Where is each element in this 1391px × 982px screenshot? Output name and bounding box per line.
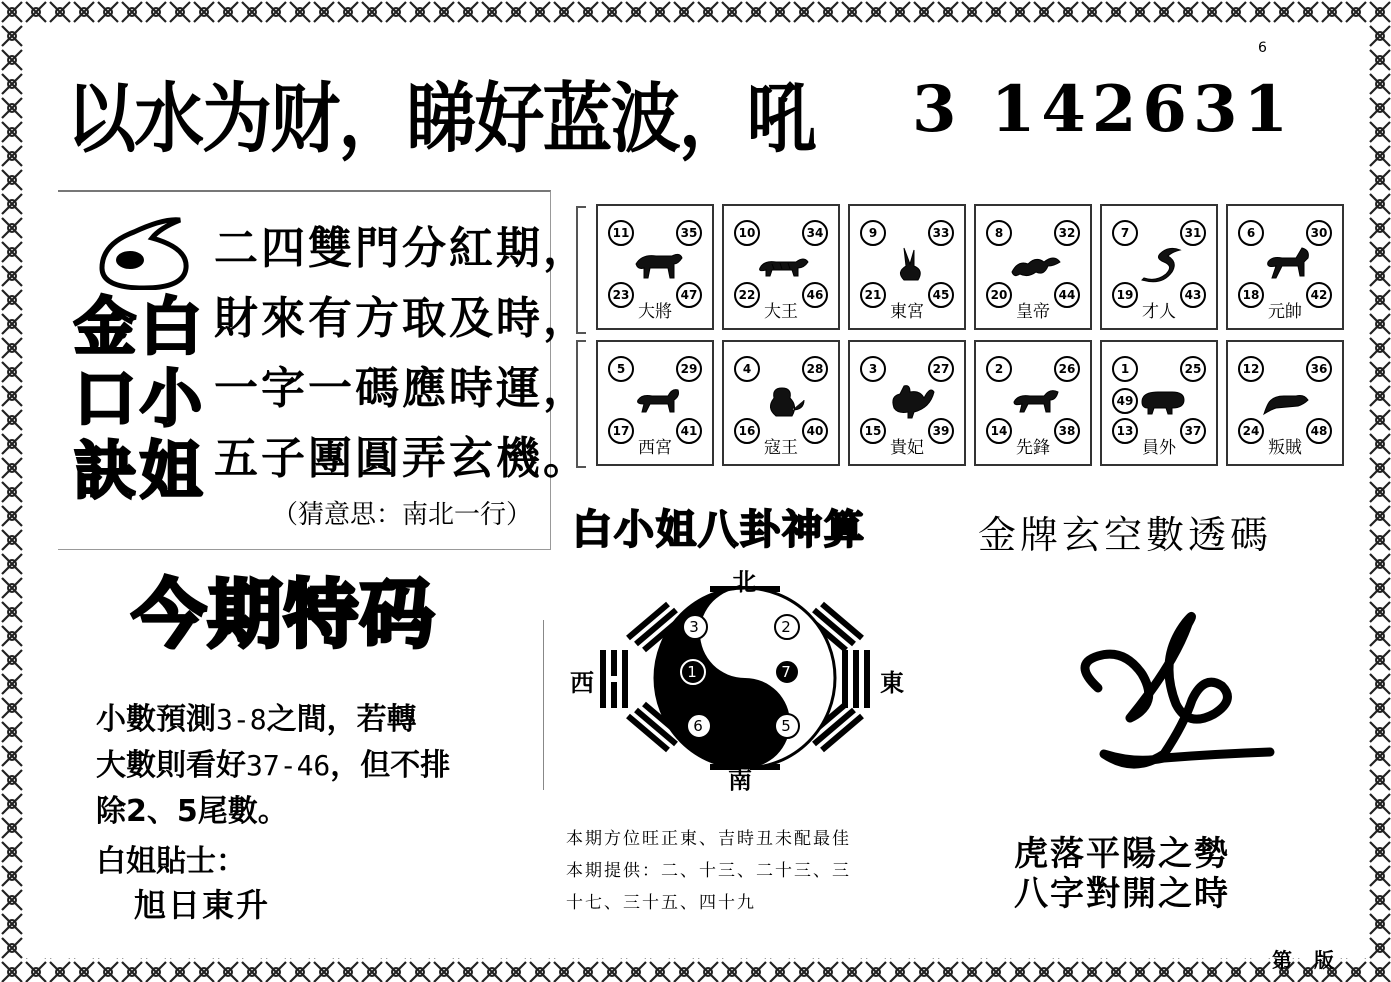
top-number: 3 142631 (912, 72, 1294, 147)
zodiac-number: 15 (860, 418, 886, 444)
zodiac-number: 1 (1112, 356, 1138, 382)
zodiac-cell (596, 204, 714, 330)
zodiac-number: 13 (1112, 418, 1138, 444)
guess-hint: （猜意思：南北一行） (272, 500, 533, 530)
zodiac-label: 東宮 (890, 302, 924, 322)
page-label: 版 (1314, 948, 1334, 972)
zodiac-label: 皇帝 (1016, 302, 1050, 322)
zodiac-number: 27 (928, 356, 954, 382)
zodiac-number: 14 (986, 418, 1012, 444)
brand-char: 白 (140, 290, 203, 363)
prediction-line (96, 694, 417, 738)
money-bag-icon (94, 214, 194, 290)
zodiac-number: 31 (1180, 220, 1206, 246)
zodiac-cell (1100, 340, 1218, 466)
monkey-icon (758, 378, 810, 422)
zodiac-number: 22 (734, 282, 760, 308)
zodiac-cell (1100, 204, 1218, 330)
prediction-text: 大數則看好 (96, 748, 246, 783)
zodiac-number: 17 (608, 418, 634, 444)
direction-north: 北 (732, 568, 756, 596)
zodiac-number: 23 (608, 282, 634, 308)
goat-icon (632, 378, 684, 422)
brand-char: 小 (140, 362, 203, 435)
zodiac-number: 28 (802, 356, 828, 382)
tip-title: 白姐貼士： (96, 844, 246, 879)
zodiac-number: 6 (1238, 220, 1264, 246)
bagua-num: 5 (781, 717, 791, 735)
zodiac-number: 33 (928, 220, 954, 246)
zodiac-number: 47 (676, 282, 702, 308)
prediction-number: 37-46 (246, 749, 331, 782)
page-label: 第 (1272, 948, 1292, 972)
zodiac-cell (974, 204, 1092, 330)
grid-bracket (576, 206, 586, 334)
zodiac-number: 48 (1306, 418, 1332, 444)
zodiac-label: 大將 (638, 302, 672, 322)
bagua-num: 7 (781, 663, 791, 681)
zodiac-label: 大王 (764, 302, 798, 322)
zodiac-number: 5 (608, 356, 634, 382)
rooster-icon (884, 378, 936, 422)
zodiac-number: 37 (1180, 418, 1206, 444)
zodiac-number: 26 (1054, 356, 1080, 382)
verse-line: 八字對開之時 (1014, 874, 1230, 914)
zodiac-number: 8 (986, 220, 1012, 246)
brand-char: 姐 (140, 434, 203, 507)
zodiac-cell (974, 340, 1092, 466)
tip-text: 旭日東升 (134, 886, 271, 924)
prediction-text: 小數預測 (96, 702, 216, 737)
brand-block (74, 290, 214, 507)
prediction-line: 除2、5尾數。 (96, 794, 288, 829)
poem-line: 二四雙門分紅期， (214, 223, 590, 274)
zodiac-number: 38 (1054, 418, 1080, 444)
divider (543, 620, 544, 790)
zodiac-cell (848, 204, 966, 330)
special-title: 今期特码 (132, 572, 436, 658)
zodiac-cell (722, 340, 840, 466)
zodiac-label: 元帥 (1268, 302, 1302, 322)
bagua-num: 3 (689, 618, 699, 636)
calligraphy-glyph (1064, 604, 1276, 782)
zodiac-label: 寇王 (764, 438, 798, 458)
snake-icon (1136, 242, 1188, 286)
zodiac-number: 11 (608, 220, 634, 246)
zodiac-number: 2 (986, 356, 1012, 382)
zodiac-number: 3 (860, 356, 886, 382)
rat-icon (1262, 378, 1314, 422)
zodiac-number: 19 (1112, 282, 1138, 308)
zodiac-number: 49 (1112, 388, 1138, 414)
zodiac-number: 24 (1238, 418, 1264, 444)
zodiac-number: 20 (986, 282, 1012, 308)
zodiac-number: 41 (676, 418, 702, 444)
bagua-diagram (570, 566, 920, 791)
headline: 以水为财，睇好蓝波，吼 (66, 74, 815, 163)
grid-bracket (576, 340, 586, 468)
zodiac-cell (848, 340, 966, 466)
brand-char: 金 (74, 290, 137, 363)
zodiac-number: 30 (1306, 220, 1332, 246)
zodiac-label: 貴妃 (890, 438, 924, 458)
zodiac-number: 12 (1238, 356, 1264, 382)
zodiac-number: 32 (1054, 220, 1080, 246)
brand-char: 口 (74, 362, 137, 435)
zodiac-number: 45 (928, 282, 954, 308)
prediction-text: ，但不排 (330, 748, 451, 783)
zodiac-number: 36 (1306, 356, 1332, 382)
page-number (1272, 944, 1334, 973)
bagua-note: 十七、三十五、四十九 (566, 893, 756, 913)
zodiac-cell (596, 340, 714, 466)
zodiac-number: 44 (1054, 282, 1080, 308)
direction-west: 西 (570, 669, 594, 697)
direction-east: 東 (880, 669, 904, 697)
prediction-text: 之間，若轉 (266, 702, 417, 737)
zodiac-number: 9 (860, 220, 886, 246)
prediction-number: 3-8 (216, 703, 267, 736)
zodiac-number: 4 (734, 356, 760, 382)
zodiac-number: 40 (802, 418, 828, 444)
bagua-num: 6 (693, 717, 703, 735)
zodiac-number: 7 (1112, 220, 1138, 246)
zodiac-label: 西宮 (638, 438, 672, 458)
rabbit-icon (884, 242, 936, 286)
zodiac-number: 25 (1180, 356, 1206, 382)
dragon-icon (1010, 242, 1062, 286)
zodiac-number: 39 (928, 418, 954, 444)
ox-icon (632, 242, 684, 286)
zodiac-number: 42 (1306, 282, 1332, 308)
zodiac-number: 16 (734, 418, 760, 444)
zodiac-cell (1226, 340, 1344, 466)
brand-char: 訣 (74, 434, 137, 507)
zodiac-cell (722, 204, 840, 330)
zodiac-label: 先鋒 (1016, 438, 1050, 458)
bagua-title: 白小姐八卦神算 (572, 507, 866, 553)
zodiac-number: 18 (1238, 282, 1264, 308)
zodiac-label: 叛賊 (1268, 438, 1302, 458)
zodiac-label: 員外 (1142, 438, 1176, 458)
bagua-note: 本期方位旺正東、吉時丑未配最佳 (566, 829, 851, 849)
zodiac-number: 46 (802, 282, 828, 308)
gold-title: 金牌玄空數透碼 (978, 513, 1273, 557)
zodiac-number: 43 (1180, 282, 1206, 308)
bagua-note: 本期提供：二、十三、二十三、三 (566, 861, 851, 881)
zodiac-number: 10 (734, 220, 760, 246)
bagua-num: 1 (687, 663, 697, 681)
poem-line: 五子團圓弄玄機。 (214, 433, 590, 484)
zodiac-number: 21 (860, 282, 886, 308)
prediction-line (96, 740, 450, 784)
poem-line: 財來有方取及時， (214, 293, 590, 344)
tiger-icon (758, 242, 810, 286)
zodiac-cell (1226, 204, 1344, 330)
zodiac-number: 35 (676, 220, 702, 246)
pig-icon (1136, 378, 1188, 422)
verse-line: 虎落平陽之勢 (1014, 834, 1230, 874)
poem-line: 一字一碼應時運， (214, 363, 590, 414)
horse-icon (1262, 242, 1314, 286)
zodiac-number: 29 (676, 356, 702, 382)
dog-icon (1010, 378, 1062, 422)
direction-south: 南 (728, 766, 752, 794)
zodiac-number: 34 (802, 220, 828, 246)
zodiac-label: 才人 (1142, 302, 1176, 322)
bagua-num: 2 (781, 618, 791, 636)
corner-mark: 6 (1258, 40, 1267, 56)
